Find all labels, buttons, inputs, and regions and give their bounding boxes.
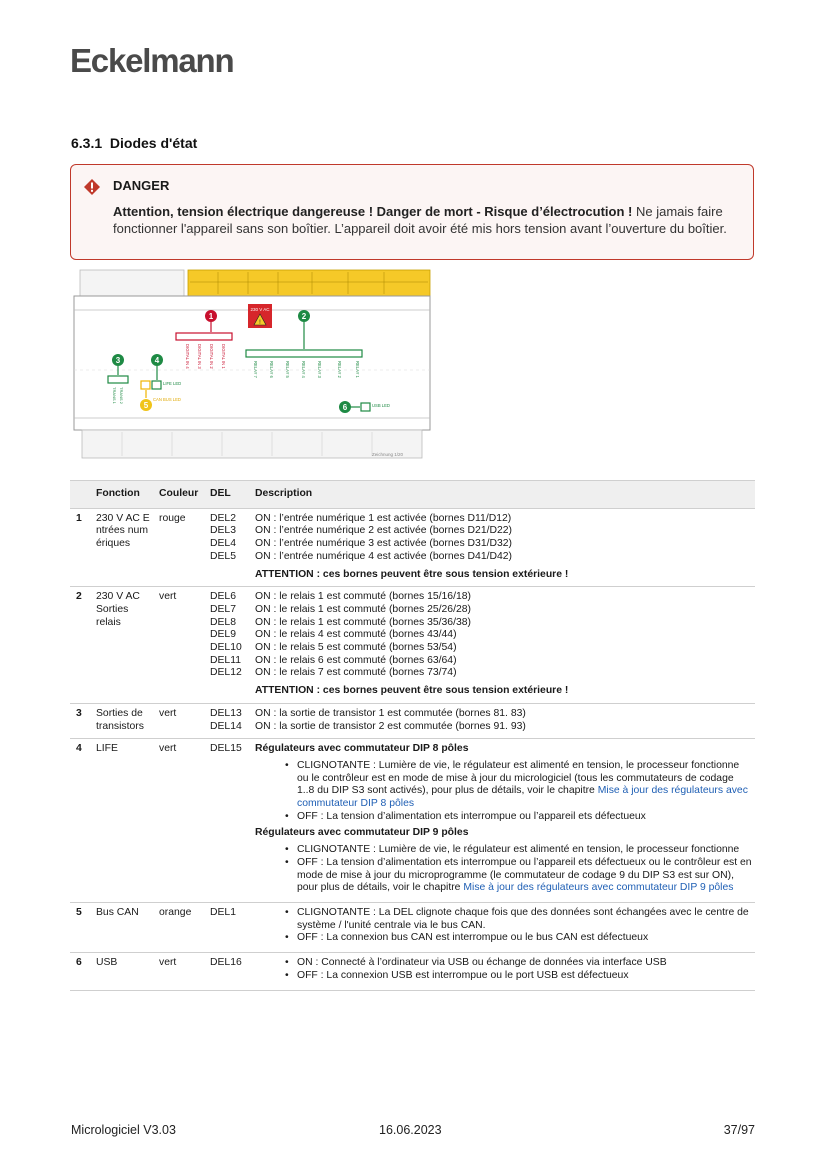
relay-5: RELAY 5 bbox=[285, 361, 290, 378]
table-row: 2 230 V AC Sorties relais vert DEL6 DEL7 DEL8 DEL9 DEL10 DEL11 DEL12 ON : le relais 1 est commuté (bornes 15/16/18) ON : le relais 1 est commuté (bornes 25/26/28) ON : le relais 1 est commuté (bornes 35/36/38) ON : le relais 4 est commuté (bornes 43/44) ON : le relais 5 est commuté (bornes 53/54) ON : le relais 6 est commuté (bornes 63/64) ON : le relais 7 est commuté (bornes 73/74) ATTENTION : ces bornes peuvent être sous tension extérieure ! bbox=[70, 587, 755, 704]
footer-firmware: Micrologiciel V3.03 bbox=[71, 1123, 176, 1137]
controller-diagram bbox=[72, 266, 432, 462]
col-fonction: Fonction bbox=[93, 481, 156, 509]
relay-1: RELAY 1 bbox=[355, 361, 360, 378]
table-row: 4 LIFE vert DEL15 Régulateurs avec commutateur DIP 8 pôles • CLIGNOTANTE : Lumière de vie, le régulateur est alimenté en tension, le processeur fonctionne ou le contrôleur est en mode de mise à jour du micrologiciel (tous les commutateurs de codage 1..8 du DIP S3 sont activés), pour plus de détails, voir le chapitre Mise à jour des régulateurs avec commutateur DIP 8 pôles • OFF : La tension d’alimentation ets interrompue ou l’appareil ets défectueux Régulateurs avec commutateur DIP 9 pôles • CLIGNOTANTE : Lumière de vie, le régulateur est alimenté en tension, le processeur fonctionne • OFF : La tension d’alimentation ets interrompue ou l’appareil ets défectueux ou le contrôleur est en mode de mise à jour du microprogramme (le commutateur de codage 9 du DIP S3 est sur ON), pour plus de détails, voir le chapitre Mise à jour des régulateurs avec commutateur DIP 9 pôles bbox=[70, 739, 755, 903]
digital-in-1: DIGITAL IN 1 bbox=[221, 344, 226, 369]
section-number: 6.3.1 bbox=[71, 135, 103, 151]
section-heading: Diodes d'état bbox=[109, 135, 198, 151]
danger-text bbox=[113, 203, 738, 237]
footer-page: 37/97 bbox=[723, 1123, 755, 1137]
danger-notice bbox=[70, 164, 754, 260]
table-row: 6 USB vert DEL16 • ON : Connecté à l’ordinateur via USB ou échange de données via interface USB • OFF : La connexion USB est interrompue ou le port USB est défectueux bbox=[70, 953, 755, 990]
trans-1: TRANS 1 bbox=[112, 387, 117, 404]
link-dip9-update[interactable]: Mise à jour des régulateurs avec commutateur DIP 9 pôles bbox=[463, 882, 734, 894]
link-dip8-update[interactable]: Mise à jour des régulateurs avec commutateur DIP 8 pôles bbox=[297, 785, 748, 810]
danger-bold-1: Attention, tension électrique dangereuse ! bbox=[113, 204, 374, 219]
table-header-row bbox=[70, 481, 755, 509]
trans-2: TRANS 2 bbox=[119, 387, 124, 404]
relay-4: RELAY 4 bbox=[301, 361, 306, 378]
digital-in-3: DIGITAL IN 3 bbox=[197, 344, 202, 369]
brand-logo: Eckelmann bbox=[70, 42, 234, 79]
relay-6: RELAY 6 bbox=[269, 361, 274, 378]
danger-body: Ne jamais faire fonctionner l'appareil sans son boîtier. L’appareil doit avoir été mis hors tension avant l’ouverture du boîtier. bbox=[113, 204, 727, 236]
can-led-label: CAN BUS LED bbox=[153, 397, 181, 402]
danger-title: DANGER bbox=[113, 178, 170, 193]
usb-led-label: USB LED bbox=[372, 403, 390, 408]
danger-bold-2: Danger de mort - Risque d’électrocution ! bbox=[376, 204, 633, 219]
digital-in-4: DIGITAL IN 4 bbox=[185, 344, 190, 369]
status-led-table bbox=[70, 480, 755, 991]
svg-text:2: 2 bbox=[301, 312, 307, 321]
section-title bbox=[71, 135, 197, 151]
svg-text:1: 1 bbox=[208, 312, 214, 321]
part-number: Zeichnung 1/20 bbox=[372, 452, 404, 457]
svg-text:3: 3 bbox=[115, 356, 121, 365]
col-description: Description bbox=[252, 481, 755, 509]
col-del: DEL bbox=[207, 481, 252, 509]
relay-3: RELAY 3 bbox=[317, 361, 322, 378]
danger-icon bbox=[84, 179, 100, 195]
attention-note: ATTENTION : ces bornes peuvent être sous tension extérieure ! bbox=[255, 685, 569, 697]
table-row: 5 Bus CAN orange DEL1 • CLIGNOTANTE : La DEL clignote chaque fois que des données sont échangées avec le centre de système / l'unité centrale via le bus CAN. • OFF : La connexion bus CAN est interrompue ou le bus CAN est défectueux bbox=[70, 902, 755, 952]
svg-text:4: 4 bbox=[154, 356, 160, 365]
svg-text:!: ! bbox=[259, 320, 261, 326]
svg-text:6: 6 bbox=[342, 403, 348, 412]
digital-in-2: DIGITAL IN 2 bbox=[209, 344, 214, 369]
life-led-label: LIFE LED bbox=[163, 381, 182, 386]
col-couleur: Couleur bbox=[156, 481, 207, 509]
warning-label: 230 V AC bbox=[250, 307, 270, 312]
relay-2: RELAY 2 bbox=[337, 361, 342, 378]
table-row: 1 230 V AC Entrées numériques rouge DEL2 DEL3 DEL4 DEL5 ON : l’entrée numérique 1 est activée (bornes D11/D12) ON : l’entrée numérique 2 est activée (bornes D21/D22) ON : l’entrée numérique 3 est activée (bornes D31/D32) ON : l’entrée numérique 4 est activée (bornes D41/D42) ATTENTION : ces bornes peuvent être sous tension extérieure ! bbox=[70, 508, 755, 587]
footer-date: 16.06.2023 bbox=[379, 1123, 442, 1137]
svg-text:5: 5 bbox=[143, 401, 149, 410]
attention-note: ATTENTION : ces bornes peuvent être sous tension extérieure ! bbox=[255, 568, 569, 580]
table-row: 3 Sorties de transistors vert DEL13 DEL14 ON : la sortie de transistor 1 est commutée (bornes 81. 83) ON : la sortie de transistor 2 est commutée (bornes 91. 93) bbox=[70, 703, 755, 738]
relay-7: RELAY 7 bbox=[253, 361, 258, 378]
